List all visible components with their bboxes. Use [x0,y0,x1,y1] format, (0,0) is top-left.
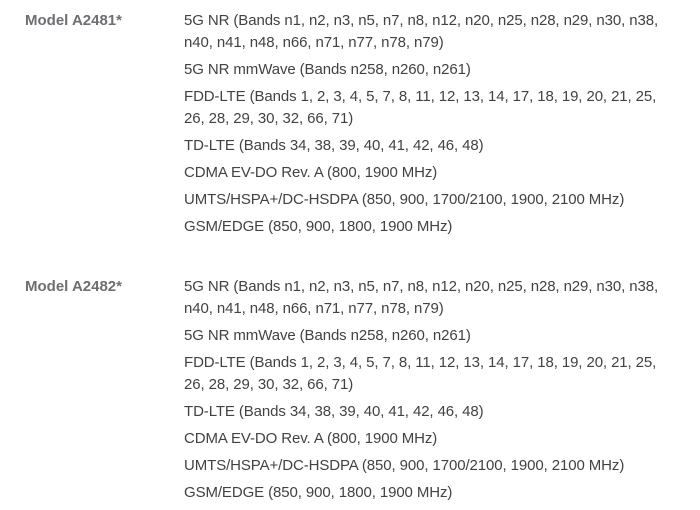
model-label: Model A2481* [25,12,122,29]
band-item-fdd-lte: FDD-LTE (Bands 1, 2, 3, 4, 5, 7, 8, 11, 12, 13, 14, 17, 18, 19, 20, 21, 25, 26, 28, 29, 30, 32, 66, 71) [184,354,657,393]
band-item-td-lte: TD-LTE (Bands 34, 38, 39, 40, 41, 42, 46, 48) [184,403,484,420]
band-item-5g-nr: 5G NR (Bands n1, n2, n3, n5, n7, n8, n12, n20, n25, n28, n29, n30, n38, n40, n41, n48, n66, n71, n77, n78, n79) [184,278,659,317]
model-label: Model A2482* [25,278,122,295]
band-list [184,276,674,509]
band-item-cdma: CDMA EV-DO Rev. A (800, 1900 MHz) [184,430,438,447]
band-item-fdd-lte: FDD-LTE (Bands 1, 2, 3, 4, 5, 7, 8, 11, 12, 13, 14, 17, 18, 19, 20, 21, 25, 26, 28, 29, 30, 32, 66, 71) [184,88,657,127]
band-item-umts: UMTS/HSPA+/DC-HSDPA (850, 900, 1700/2100, 1900, 2100 MHz) [184,191,625,208]
band-item-cdma: CDMA EV-DO Rev. A (800, 1900 MHz) [184,164,438,181]
band-item-5g-nr: 5G NR (Bands n1, n2, n3, n5, n7, n8, n12, n20, n25, n28, n29, n30, n38, n40, n41, n48, n66, n71, n77, n78, n79) [184,12,659,51]
band-item-td-lte: TD-LTE (Bands 34, 38, 39, 40, 41, 42, 46, 48) [184,137,484,154]
band-item-gsm: GSM/EDGE (850, 900, 1800, 1900 MHz) [184,484,453,501]
band-item-umts: UMTS/HSPA+/DC-HSDPA (850, 900, 1700/2100, 1900, 2100 MHz) [184,457,625,474]
band-item-5g-mmwave: 5G NR mmWave (Bands n258, n260, n261) [184,327,471,344]
band-item-5g-mmwave: 5G NR mmWave (Bands n258, n260, n261) [184,61,471,78]
band-list [184,10,674,243]
band-item-gsm: GSM/EDGE (850, 900, 1800, 1900 MHz) [184,218,453,235]
model-section-a2482 [0,243,700,509]
model-section-a2481 [0,0,700,243]
